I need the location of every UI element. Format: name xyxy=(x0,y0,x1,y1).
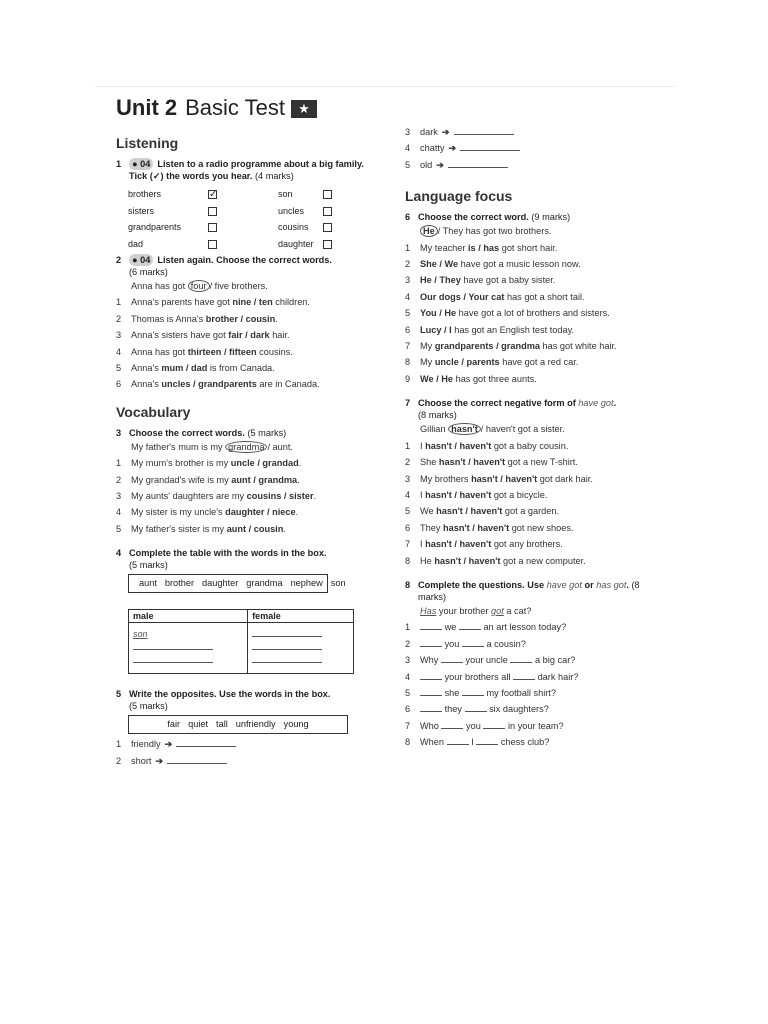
item-text: we an art lesson today? xyxy=(420,619,566,635)
q4-marks: (5 marks) xyxy=(129,560,168,571)
item-text: your brothers all dark hair? xyxy=(420,669,578,685)
female-column xyxy=(248,623,354,674)
exercise-item xyxy=(405,487,667,503)
question-3 xyxy=(116,427,371,537)
answer-choice[interactable]: hasn't / haven't xyxy=(425,489,492,500)
question-5 xyxy=(116,688,371,769)
exercise-item xyxy=(405,669,667,685)
exercise-item xyxy=(116,455,371,471)
item-number: 1 xyxy=(405,242,411,253)
item-number: 6 xyxy=(405,324,411,335)
exercise-item xyxy=(116,488,371,504)
item-number: 2 xyxy=(405,638,411,649)
item-number: 5 xyxy=(405,506,411,517)
tick-box-cell xyxy=(208,236,278,253)
answer-blank[interactable] xyxy=(510,662,532,663)
tick-box-cell xyxy=(323,203,353,220)
item-number: 5 xyxy=(405,308,411,319)
item-text: My grandparents / grandma has got white hair. xyxy=(420,341,617,352)
left-column xyxy=(116,134,371,769)
item-text: She / We have got a music lesson now. xyxy=(420,259,581,270)
q4-instruction: Complete the table with the words in the box. xyxy=(129,548,327,559)
item-number: 6 xyxy=(116,379,122,390)
answer-choice[interactable]: is / has xyxy=(468,242,500,253)
item-text: short ➔ xyxy=(131,753,227,769)
item-text: I hasn't / haven't got a bicycle. xyxy=(420,489,548,500)
exercise-item xyxy=(405,371,667,387)
answer-choice[interactable]: uncles / grandparents xyxy=(161,379,257,390)
item-text: chatty ➔ xyxy=(420,140,520,156)
q1-instruction: Listen to a radio programme about a big family. Tick (✓) the words you hear. xyxy=(129,159,364,181)
circled-answer: four xyxy=(188,280,210,292)
answer-blank[interactable] xyxy=(465,711,487,712)
item-number: 2 xyxy=(116,313,122,324)
box-word: nephew xyxy=(290,578,323,589)
exercise-item xyxy=(405,322,667,338)
item-number: 8 xyxy=(405,555,411,566)
answer-blank[interactable] xyxy=(252,636,322,637)
q3-example: My father's mum is my grandma / aunt. xyxy=(131,441,293,452)
section-language-focus: Language focus xyxy=(405,188,513,205)
box-word: tall xyxy=(216,719,228,730)
item-text: Anna's mum / dad is from Canada. xyxy=(131,363,275,374)
answer-blank[interactable] xyxy=(483,728,505,729)
exercise-item xyxy=(116,504,371,520)
item-number: 1 xyxy=(116,297,122,308)
q7-marks: (8 marks) xyxy=(418,410,457,421)
item-text: I hasn't / haven't got a baby cousin. xyxy=(420,440,569,451)
exercise-item xyxy=(405,685,667,701)
item-text: old ➔ xyxy=(420,157,508,173)
exercise-item xyxy=(405,256,667,272)
item-text: My grandad's wife is my aunt / grandma. xyxy=(131,474,300,485)
answer-choice[interactable]: nine / ten xyxy=(232,297,273,308)
item-number: 4 xyxy=(116,346,122,357)
answer-choice[interactable]: You / He xyxy=(420,308,457,319)
item-text: you a cousin? xyxy=(420,636,526,652)
tick-box-cell xyxy=(323,236,353,253)
item-number: 7 xyxy=(405,539,411,550)
q5-marks: (5 marks) xyxy=(129,701,168,712)
arrow-right-icon: ➔ xyxy=(436,159,444,170)
tick-box-cell xyxy=(208,219,278,236)
table-example-answer: son xyxy=(133,629,148,640)
answer-choice[interactable]: brother / cousin xyxy=(205,313,276,324)
item-text: He / They have got a baby sister. xyxy=(420,275,556,286)
q7-example: Gillian hasn't / haven't got a sister. xyxy=(420,424,565,435)
q7-items xyxy=(405,438,667,569)
arrow-right-icon: ➔ xyxy=(155,755,164,766)
item-text: My brothers hasn't / haven't got dark hair. xyxy=(420,473,593,484)
answer-choice[interactable]: aunt / grandma xyxy=(231,474,298,485)
tick-box-cell xyxy=(323,186,353,203)
answer-choice[interactable]: uncle / grandad xyxy=(230,458,299,469)
exercise-item xyxy=(405,536,667,552)
question-1 xyxy=(116,158,371,252)
table-header-female: female xyxy=(248,610,354,623)
answer-blank[interactable] xyxy=(462,695,484,696)
item-text: My teacher is / has got short hair. xyxy=(420,242,558,253)
exercise-item xyxy=(405,272,667,288)
item-number: 5 xyxy=(116,523,122,534)
exercise-item xyxy=(405,354,667,370)
checkbox[interactable] xyxy=(208,223,217,232)
item-number: 2 xyxy=(405,259,411,270)
q8-example: Has your brother got a cat? xyxy=(420,605,532,616)
tick-word: dad xyxy=(128,238,144,249)
answer-blank[interactable] xyxy=(513,679,535,680)
tick-word: grandparents xyxy=(128,222,182,232)
exercise-item xyxy=(405,454,667,470)
q6-marks: (9 marks) xyxy=(531,212,571,223)
item-text: When I chess club? xyxy=(420,737,550,748)
right-column xyxy=(405,124,667,751)
male-female-table xyxy=(128,609,354,674)
item-number: 4 xyxy=(116,507,122,518)
box-word: fair xyxy=(167,719,181,730)
answer-blank[interactable] xyxy=(447,744,469,745)
item-number: 4 xyxy=(405,291,411,302)
q6-example: He / They has got two brothers. xyxy=(405,223,667,239)
item-text: My sister is my uncle's daughter / niece. xyxy=(131,507,299,518)
exercise-item xyxy=(405,140,667,156)
q7-number: 7 xyxy=(405,398,411,409)
item-text: My father's sister is my aunt / cousin. xyxy=(131,523,286,534)
cd-icon: ● xyxy=(132,255,138,265)
item-text: My mum's brother is my uncle / grandad. xyxy=(131,458,302,469)
exercise-item xyxy=(116,311,371,327)
item-text: Who you in your team? xyxy=(420,720,564,731)
item-number: 4 xyxy=(405,489,411,500)
q4-word-box xyxy=(128,574,346,593)
answer-choice[interactable]: He / They xyxy=(420,275,461,286)
top-divider xyxy=(95,86,675,87)
cd-icon: ● xyxy=(132,159,138,169)
star-icon: ★ xyxy=(291,100,317,118)
tick-word: son xyxy=(278,189,293,199)
exercise-item xyxy=(405,553,667,569)
item-number: 3 xyxy=(405,275,411,286)
item-text: We / He has got three aunts. xyxy=(420,373,537,384)
exercise-item xyxy=(405,124,667,140)
exercise-item xyxy=(405,438,667,454)
question-8: 8 Complete the questions. Use have got or has got. (8 marks) Has your brother got a cat? 1 we an art lesson today? 2 you a cousin? 3 Why your uncle a big car? 4 your brothers all dark hair? 5 she my football shirt? 6 they six daughters? 7 Who you in your team? 8 When I chess club? xyxy=(405,579,667,751)
q5-number: 5 xyxy=(116,689,122,700)
answer-choice[interactable]: She / We xyxy=(420,259,459,270)
tick-box-cell xyxy=(208,186,278,203)
item-number: 3 xyxy=(405,473,411,484)
arrow-right-icon: ➔ xyxy=(441,127,450,137)
item-number: 3 xyxy=(116,491,122,502)
q3-marks: (5 marks) xyxy=(247,427,287,438)
item-number: 5 xyxy=(405,687,411,698)
q6-items xyxy=(405,240,667,388)
exercise-item xyxy=(116,736,371,752)
page-title xyxy=(116,95,317,121)
answer-blank[interactable] xyxy=(459,629,481,630)
box-word: son xyxy=(330,578,346,589)
checked-checkbox[interactable] xyxy=(208,190,217,199)
exercise-item xyxy=(405,734,667,750)
exercise-item xyxy=(116,327,371,343)
exercise-item xyxy=(116,753,371,769)
answer-blank[interactable] xyxy=(133,662,213,663)
answer-blank[interactable] xyxy=(420,711,442,712)
answer-choice[interactable]: hasn't / haven't xyxy=(434,555,501,566)
answer-choice[interactable]: uncle / parents xyxy=(434,357,500,368)
q7-instruction: Choose the correct negative form of xyxy=(418,398,576,409)
exercise-item xyxy=(116,472,371,488)
q2-instruction: Listen again. Choose the correct words. xyxy=(157,255,332,265)
item-text: Anna has got thirteen / fifteen cousins. xyxy=(131,346,293,357)
answer-choice[interactable]: hasn't / haven't xyxy=(425,539,492,550)
q2-items xyxy=(116,294,371,392)
item-text: Lucy / I has got an English test today. xyxy=(420,324,575,335)
tick-word: sisters xyxy=(128,205,155,216)
q1-marks: (4 marks) xyxy=(254,171,294,181)
circled-answer: He xyxy=(420,225,438,237)
answer-blank[interactable] xyxy=(460,150,520,151)
item-number: 1 xyxy=(116,458,122,469)
answer-choice[interactable]: fair / dark xyxy=(228,330,270,341)
box-word: quiet xyxy=(188,719,209,730)
answer-blank[interactable] xyxy=(476,744,498,745)
box-word: daughter xyxy=(202,578,239,589)
answer-choice[interactable]: cousins / sister xyxy=(246,491,314,502)
q8-marks: (8 marks) xyxy=(418,579,640,602)
item-text: they six daughters? xyxy=(420,701,549,717)
item-text: We hasn't / haven't got a garden. xyxy=(420,506,560,517)
item-number: 1 xyxy=(116,739,122,750)
answer-blank[interactable] xyxy=(441,728,463,729)
box-word: brother xyxy=(164,578,195,589)
exercise-item xyxy=(405,718,667,734)
item-number: 4 xyxy=(405,143,411,154)
item-number: 9 xyxy=(405,373,411,384)
q8-number: 8 xyxy=(405,579,411,590)
item-number: 8 xyxy=(405,737,411,748)
item-text: she my football shirt? xyxy=(420,685,556,701)
arrow-right-icon: ➔ xyxy=(448,143,457,154)
exercise-item xyxy=(405,636,667,652)
q6-instruction: Choose the correct word. xyxy=(418,212,529,223)
item-number: 7 xyxy=(405,341,411,352)
section-vocabulary: Vocabulary xyxy=(116,403,191,420)
box-word: grandma xyxy=(246,578,283,589)
tick-word: daughter xyxy=(278,238,314,249)
answer-blank[interactable] xyxy=(448,167,508,168)
exercise-item xyxy=(116,360,371,376)
item-text: Thomas is Anna's brother / cousin. xyxy=(131,313,278,324)
q5-items-right xyxy=(405,124,667,173)
item-number: 5 xyxy=(405,159,411,170)
item-number: 1 xyxy=(405,440,411,451)
exercise-item xyxy=(116,521,371,537)
circled-answer: hasn't xyxy=(448,423,481,435)
q2-example: Anna has got four / five brothers. xyxy=(131,281,268,291)
item-number: 6 xyxy=(405,704,411,715)
q5-instruction: Write the opposites. Use the words in the box. xyxy=(129,689,331,700)
answer-choice[interactable]: mum / dad xyxy=(161,363,208,374)
q5-items-left xyxy=(116,736,371,769)
answer-blank[interactable] xyxy=(420,629,442,630)
question-7: 7 Choose the correct negative form of have got. (8 marks) Gillian hasn't / haven't got a sister. 1 I hasn't / haven't got a baby cousin. 2 She hasn't / haven't got a new T-shirt. 3 My brothers hasn't / haven't got dark hair. 4 I hasn't / haven't got a bicycle. 5 We hasn't / haven't got a garden. 6 They hasn't / haven't got new shoes. 7 I hasn't / haven't got any brothers. 8 He hasn't / haven't got a new computer. xyxy=(405,397,667,569)
audio-track-badge: ● 04 xyxy=(129,254,153,266)
item-number: 5 xyxy=(116,363,122,374)
audio-track-badge: ● 04 xyxy=(129,158,153,170)
item-text: You / He have got a lot of brothers and sisters. xyxy=(420,308,610,319)
item-number: 6 xyxy=(405,522,411,533)
answer-blank[interactable] xyxy=(454,134,514,135)
checkbox[interactable] xyxy=(323,240,332,249)
answer-blank[interactable] xyxy=(420,695,442,696)
answer-blank[interactable] xyxy=(420,679,442,680)
arrow-right-icon: ➔ xyxy=(164,739,173,750)
answer-choice[interactable]: hasn't / haven't xyxy=(436,506,503,517)
item-text: dark ➔ xyxy=(420,124,514,140)
item-number: 8 xyxy=(405,357,411,368)
checkbox[interactable] xyxy=(323,223,332,232)
q2-marks: (6 marks) xyxy=(129,267,168,277)
item-text: Why your uncle a big car? xyxy=(420,655,576,666)
item-number: 2 xyxy=(116,755,122,766)
answer-choice[interactable]: daughter / niece xyxy=(225,507,296,518)
q4-number: 4 xyxy=(116,548,122,559)
item-text: He hasn't / haven't got a new computer. xyxy=(420,555,586,566)
tick-word: uncles xyxy=(278,205,305,216)
item-text: My aunts' daughters are my cousins / sister. xyxy=(131,491,317,502)
q1-tick-grid xyxy=(128,186,371,252)
q5-word-box xyxy=(128,715,348,734)
checkbox[interactable] xyxy=(323,190,332,199)
exercise-item xyxy=(405,619,667,635)
answer-blank[interactable] xyxy=(420,646,442,647)
q8-instruction: Complete the questions. Use xyxy=(418,579,545,590)
exercise-item xyxy=(116,344,371,360)
box-word: young xyxy=(283,719,309,730)
question-6 xyxy=(405,211,667,387)
checkbox[interactable] xyxy=(323,207,332,216)
exercise-item xyxy=(405,701,667,717)
answer-choice[interactable]: hasn't / haven't xyxy=(471,473,538,484)
item-number: 7 xyxy=(405,720,411,731)
tick-box-cell xyxy=(323,219,353,236)
q3-number: 3 xyxy=(116,427,122,438)
answer-choice[interactable]: grandparents / grandma xyxy=(434,341,540,352)
item-number: 2 xyxy=(405,457,411,468)
item-text: Anna's sisters have got fair / dark hair. xyxy=(131,330,290,341)
checkbox[interactable] xyxy=(208,207,217,216)
answer-choice[interactable]: hasn't / haven't xyxy=(425,440,492,451)
exercise-item xyxy=(405,338,667,354)
q3-items xyxy=(116,455,371,537)
box-word: unfriendly xyxy=(235,719,276,730)
item-text: friendly ➔ xyxy=(131,736,236,752)
section-listening: Listening xyxy=(116,135,179,151)
item-text: Anna's parents have got nine / ten children. xyxy=(131,297,310,308)
item-number: 3 xyxy=(116,330,122,341)
exercise-item xyxy=(405,520,667,536)
item-text: She hasn't / haven't got a new T-shirt. xyxy=(420,457,578,468)
item-number: 1 xyxy=(405,622,411,633)
test-label: Basic Test xyxy=(185,95,285,120)
box-word: aunt xyxy=(139,578,157,589)
unit-label: Unit 2 xyxy=(116,95,178,120)
q1-number: 1 xyxy=(116,159,122,169)
exercise-item xyxy=(405,503,667,519)
item-text: They hasn't / haven't got new shoes. xyxy=(420,522,574,533)
answer-blank[interactable] xyxy=(176,746,236,747)
tick-word: brothers xyxy=(128,189,162,199)
answer-choice[interactable]: Lucy / I xyxy=(420,324,452,335)
item-text: Our dogs / Your cat has got a short tail. xyxy=(420,291,585,302)
item-text: My uncle / parents have got a red car. xyxy=(420,357,579,368)
item-number: 3 xyxy=(405,655,411,666)
item-text: Anna's uncles / grandparents are in Canada. xyxy=(131,379,320,390)
exercise-item xyxy=(116,376,371,392)
exercise-item xyxy=(405,652,667,668)
answer-blank[interactable] xyxy=(252,649,322,650)
item-number: 3 xyxy=(405,127,411,137)
item-number: 2 xyxy=(116,474,122,485)
exercise-item xyxy=(116,294,371,310)
answer-choice[interactable]: hasn't / haven't xyxy=(438,457,506,468)
exercise-item xyxy=(405,240,667,256)
table-header-male: male xyxy=(129,610,248,623)
q3-instruction: Choose the correct words. xyxy=(129,427,245,438)
answer-blank[interactable] xyxy=(167,763,227,764)
circled-answer: grandma xyxy=(225,441,267,453)
answer-choice[interactable]: thirteen / fifteen xyxy=(187,346,257,357)
item-number: 4 xyxy=(405,671,411,682)
exercise-item xyxy=(405,157,667,173)
answer-blank[interactable] xyxy=(252,662,322,663)
item-text: I hasn't / haven't got any brothers. xyxy=(420,539,563,550)
tick-box-cell xyxy=(208,203,278,220)
male-column xyxy=(129,623,248,674)
answer-choice[interactable]: Our dogs / Your cat xyxy=(420,291,505,302)
checkbox[interactable] xyxy=(208,240,217,249)
question-2 xyxy=(116,254,371,393)
exercise-item xyxy=(405,471,667,487)
answer-blank[interactable] xyxy=(462,646,484,647)
q2-number: 2 xyxy=(116,255,122,265)
q6-number: 6 xyxy=(405,212,411,223)
exercise-item xyxy=(405,305,667,321)
answer-blank[interactable] xyxy=(441,662,463,663)
answer-choice[interactable]: We / He xyxy=(420,373,454,384)
question-4 xyxy=(116,547,371,674)
answer-choice[interactable]: hasn't / haven't xyxy=(442,522,510,533)
answer-choice[interactable]: aunt / cousin xyxy=(226,523,284,534)
tick-word: cousins xyxy=(278,222,309,232)
answer-blank[interactable] xyxy=(133,649,213,650)
q8-items xyxy=(405,619,667,750)
exercise-item xyxy=(405,289,667,305)
